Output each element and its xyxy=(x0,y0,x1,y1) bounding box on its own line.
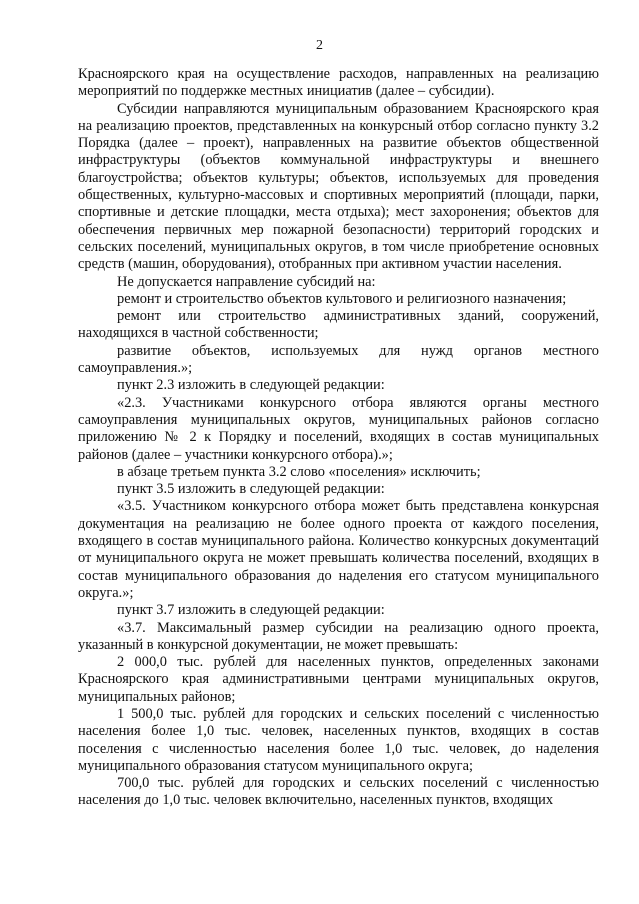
paragraph: в абзаце третьем пункта 3.2 слово «поселения» исключить; xyxy=(117,463,481,480)
paragraph: Красноярского края на осуществление расходов, направленных на реализацию мероприятий по поддержке местных инициатив (далее – субсидии). xyxy=(78,66,599,100)
paragraph: Не допускается направление субсидий на: xyxy=(117,273,376,290)
paragraph: «2.3. Участниками конкурсного отбора являются органы местного самоуправления муниципальных округов, муниципальных районов согласно приложению № 2 к Порядку и поселений, входящих в состав муниципальных районов (далее – участники конкурсного отбора).»; xyxy=(78,394,599,463)
paragraph: развитие объектов, используемых для нужд органов местного самоуправления.»; xyxy=(78,342,599,377)
paragraph: ремонт или строительство административных зданий, сооружений, находящихся в частной собственности; xyxy=(78,308,599,342)
document-body xyxy=(78,66,599,810)
paragraph: 1 500,0 тыс. рублей для городских и сельских поселений с численностью населения более 1,0 тыс. человек, населенных пунктов, входящих в состав поселения с численностью населения более 1,0 тыс. человек, до наделения муниципального образования статусом муниципального округа; xyxy=(78,705,599,774)
paragraph: 700,0 тыс. рублей для городских и сельских поселений с численностью населения до 1,0 тыс. человек включительно, населенных пунктов, входящих xyxy=(78,775,599,809)
paragraph: пункт 2.3 изложить в следующей редакции: xyxy=(117,377,385,394)
page-number: 2 xyxy=(316,38,323,53)
paragraph: пункт 3.7 изложить в следующей редакции: xyxy=(117,602,385,619)
paragraph: «3.5. Участником конкурсного отбора может быть представлена конкурсная документация на реализацию не более одного проекта от каждого поселения, входящего в состав муниципального района. Количество конкурсных документаций от муниципального округа не может превышать количества поселений, входящих в состав муниципального образования до наделения его статусом муниципального округа.»; xyxy=(78,498,599,601)
paragraph: 2 000,0 тыс. рублей для населенных пунктов, определенных законами Красноярского края административными центрами муниципальных округов, муниципальных районов; xyxy=(78,654,599,705)
paragraph: Субсидии направляются муниципальным образованием Красноярского края на реализацию проектов, представленных на конкурсный отбор согласно пункту 3.2 Порядка (далее – проект), направленных на развитие объектов общественной инфраструктуры (объектов коммунальной инфраструктуры и внешнего благоустройства; объектов культуры; объектов, используемых для проведения общественных, культурно-массовых и спортивных мероприятий (площади, парки, спортивные и детские площадки, места отдыха); мест захоронения; объектов для обеспечения первичных мер пожарной безопасности) территорий городских и сельских поселений, муниципальных округов, в том числе приобретение основных средств (машин, оборудования), отобранных при активном участии населения. xyxy=(78,100,599,273)
paragraph: «3.7. Максимальный размер субсидии на реализацию одного проекта, указанный в конкурсной документации, не может превышать: xyxy=(78,619,599,653)
paragraph: пункт 3.5 изложить в следующей редакции: xyxy=(117,481,385,498)
paragraph: ремонт и строительство объектов культового и религиозного назначения; xyxy=(117,290,567,307)
